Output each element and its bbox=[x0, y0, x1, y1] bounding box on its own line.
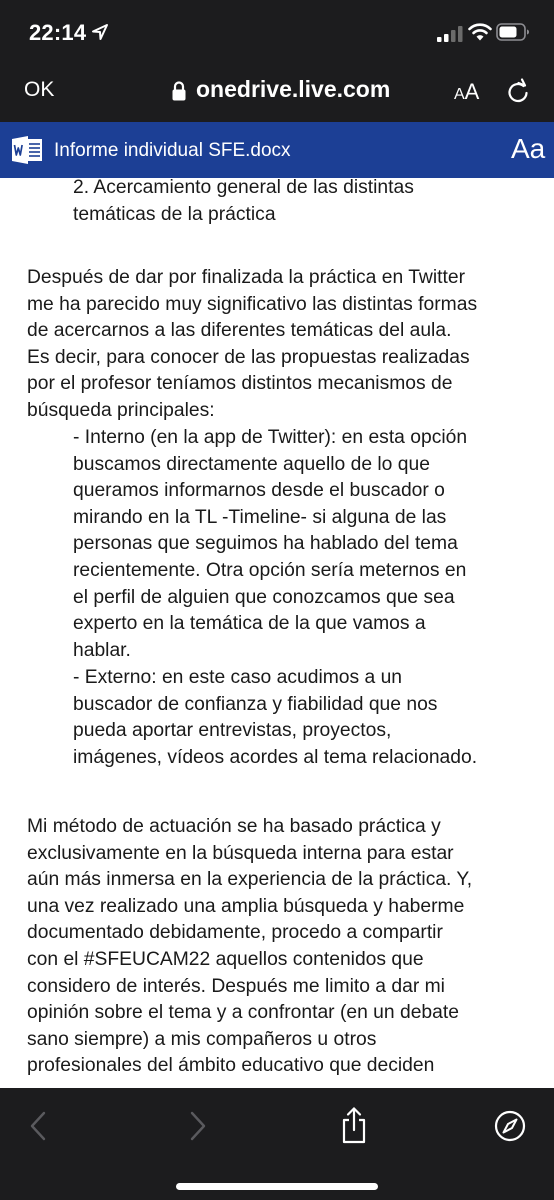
text-line: exclusivamente en la búsqueda interna para estar bbox=[27, 842, 454, 864]
text-line: con el #SFEUCAM22 aquellos contenidos que bbox=[27, 948, 424, 970]
text-line: por el profesor teníamos distintos mecanismos de bbox=[27, 373, 453, 395]
text-line: búsqueda principales: bbox=[27, 399, 215, 421]
text-line: sano siempre) a mis compañeros u otros bbox=[27, 1028, 377, 1050]
text-line: experto en la temática de la que vamos a bbox=[73, 613, 426, 635]
bottom-toolbar bbox=[0, 1088, 554, 1200]
text-line: Es decir, para conocer de las propuestas realizadas bbox=[27, 346, 470, 368]
text-line: queramos informarnos desde el buscador o bbox=[73, 480, 445, 502]
document-title: Informe individual SFE.docx bbox=[54, 140, 291, 161]
text-line: Después de dar por finalizada la práctica en Twitter bbox=[27, 267, 465, 288]
battery-icon bbox=[496, 22, 530, 42]
text-line: profesionales del ámbito educativo que deciden bbox=[27, 1055, 435, 1077]
text-line: recientemente. Otra opción sería meternos en bbox=[73, 559, 467, 581]
text-line: aún más inmersa en la experiencia de la práctica. Y, bbox=[27, 869, 473, 891]
text-line: hablar. bbox=[73, 639, 131, 661]
share-icon[interactable] bbox=[340, 1106, 368, 1144]
text-line: una vez realizado una amplia búsqueda y haberme bbox=[27, 895, 465, 917]
wifi-icon bbox=[468, 22, 492, 42]
paragraph-method bbox=[27, 814, 547, 1080]
text-size-large-glyph: A bbox=[464, 79, 480, 104]
status-bar bbox=[0, 0, 554, 64]
text-size-small-glyph: A bbox=[454, 86, 465, 103]
word-header bbox=[0, 122, 554, 178]
text-line: personas que seguimos ha hablado del tema bbox=[73, 533, 458, 555]
text-line: documentado debidamente, procedo a compartir bbox=[27, 922, 443, 944]
text-line: pueda aportar entrevistas, proyectos, bbox=[73, 720, 392, 742]
browser-bar bbox=[0, 64, 554, 122]
text-line: Mi método de actuación se ha basado práctica y bbox=[27, 816, 441, 837]
reload-icon[interactable] bbox=[506, 78, 530, 104]
text-line: de acercarnos a las diferentes temáticas del aula. bbox=[27, 320, 452, 342]
back-chevron-icon[interactable] bbox=[28, 1110, 48, 1142]
text-line: buscamos directamente aquello de lo que bbox=[73, 453, 430, 475]
section-heading bbox=[73, 178, 543, 228]
forward-chevron-icon[interactable] bbox=[188, 1110, 208, 1142]
text-line: me ha parecido muy significativo las distintas formas bbox=[27, 293, 478, 315]
text-line: el perfil de alguien que conozcamos que sea bbox=[73, 586, 455, 608]
heading-line: 2. Acercamiento general de las distintas bbox=[73, 178, 414, 198]
compass-icon[interactable] bbox=[494, 1110, 526, 1142]
lock-icon bbox=[171, 80, 187, 102]
location-arrow-icon bbox=[91, 23, 109, 41]
home-indicator[interactable] bbox=[176, 1183, 378, 1190]
status-time: 22:14 bbox=[29, 20, 87, 45]
text-line: - Externo: en este caso acudimos a un bbox=[73, 667, 403, 688]
heading-line: temáticas de la práctica bbox=[73, 203, 276, 225]
text-line: opinión sobre el tema y a confrontar (en un debate bbox=[27, 1002, 459, 1024]
document-body bbox=[0, 178, 554, 1088]
paragraph-intro bbox=[27, 265, 547, 425]
list-item-externo bbox=[73, 665, 548, 771]
cellular-signal-icon bbox=[437, 26, 463, 42]
text-line: considero de interés. Después me limito a dar mi bbox=[27, 975, 445, 997]
text-line: buscador de confianza y fiabilidad que nos bbox=[73, 693, 438, 715]
word-app-icon bbox=[11, 136, 43, 164]
done-button[interactable]: OK bbox=[24, 78, 55, 101]
text-line: mirando en la TL -Timeline- si alguna de las bbox=[73, 506, 447, 528]
text-line: imágenes, vídeos acordes al tema relacionado. bbox=[73, 746, 478, 768]
text-line: - Interno (en la app de Twitter): en esta opción bbox=[73, 427, 468, 448]
list-item-interno bbox=[73, 425, 548, 664]
text-size-button[interactable] bbox=[454, 79, 479, 105]
url-address[interactable]: onedrive.live.com bbox=[196, 76, 391, 102]
reading-view-button[interactable]: Aa bbox=[511, 133, 546, 164]
